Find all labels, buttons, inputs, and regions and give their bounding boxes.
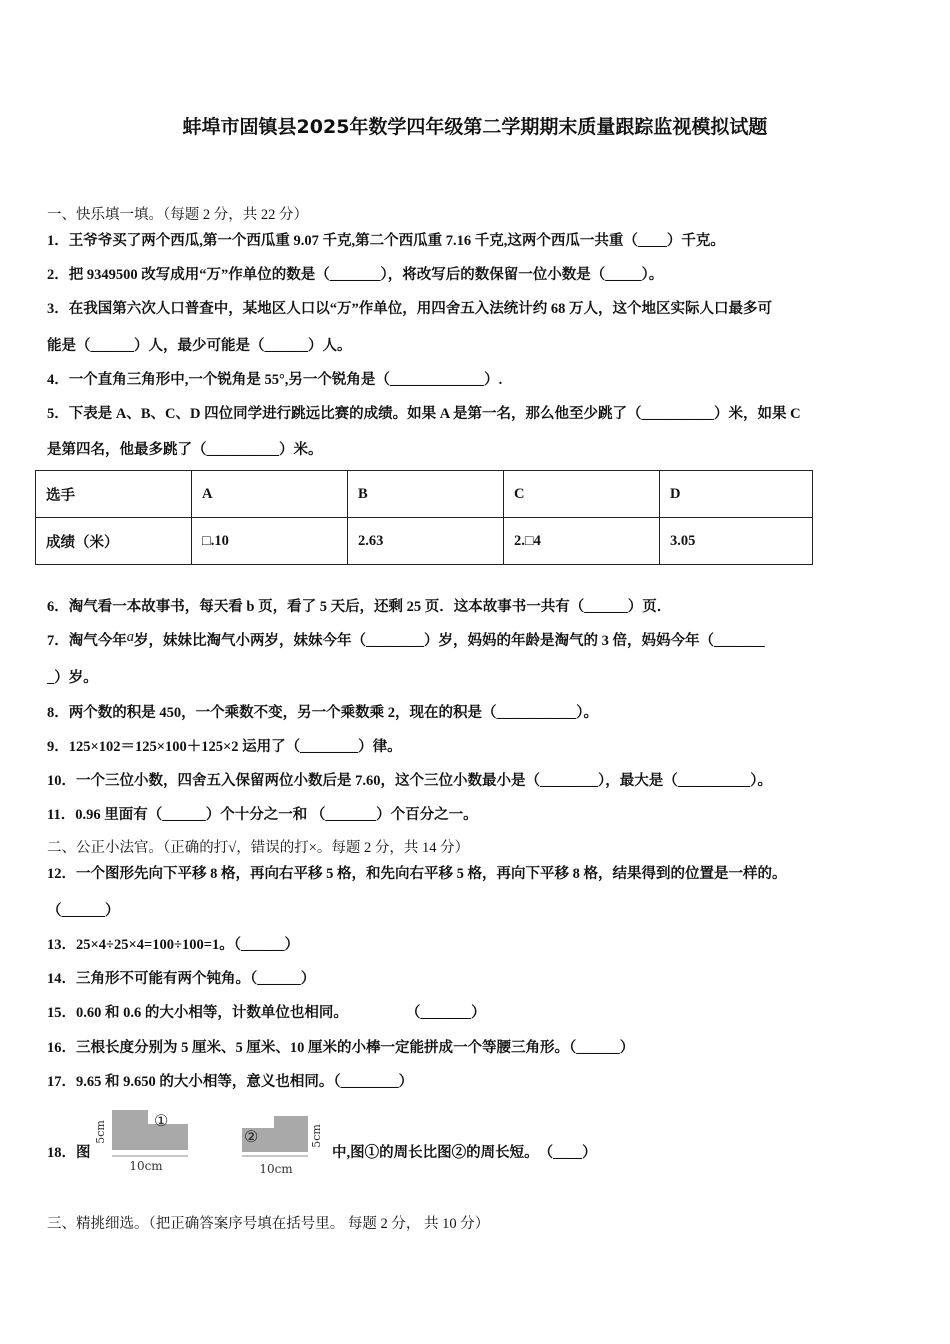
table-header-row bbox=[36, 471, 813, 518]
question-18-suffix: 中,图①的周长比图②的周长短。 （____） bbox=[332, 1145, 597, 1161]
question-10: 10．一个三位小数，四舍五入保留两位小数后是 7.60，这个三位小数最小是（________），最大是（__________）。 bbox=[47, 773, 772, 789]
shape-1-bottom-dimension: 10cm bbox=[129, 1159, 163, 1173]
figure-shape-2 bbox=[228, 1110, 332, 1180]
question-12-line-1: 12．一个图形先向下平移 8 格，再向右平移 5 格，和先向右平移 5 格，再向下平移 8 格，结果得到的位置是一样的。 bbox=[47, 866, 787, 882]
table-cell: □.10 bbox=[192, 518, 348, 565]
question-5-line-1: 5．下表是 A、B、C、D 四位同学进行跳远比赛的成绩。如果 A 是第一名，那么他至少跳了（__________）米，如果 C bbox=[47, 406, 801, 422]
question-1: 1．王爷爷买了两个西瓜,第一个西瓜重 9.07 千克,第二个西瓜重 7.16 千克,这两个西瓜一共重（____）千克。 bbox=[47, 233, 725, 249]
table-header-cell: C bbox=[504, 471, 660, 518]
question-7-line-1 bbox=[47, 629, 765, 650]
shape-2-bottom-dimension: 10cm bbox=[259, 1162, 293, 1176]
question-6: 6．淘气看一本故事书，每天看 b 页，看了 5 天后，还剩 25 页．这本故事书一共有（______）页． bbox=[47, 599, 672, 615]
shape-2-side-dimension: 5cm bbox=[310, 1124, 323, 1148]
question-7-prefix: 7．淘气今年 bbox=[47, 633, 127, 649]
question-15: 15．0.60 和 0.6 的大小相等，计数单位也相同。 （_______） bbox=[47, 1005, 486, 1021]
table-cell: 2.□4 bbox=[504, 518, 660, 565]
question-18-prefix: 18．图 bbox=[47, 1145, 91, 1161]
variable-a: a bbox=[126, 629, 134, 645]
question-2: 2．把 9349500 改写成用“万”作单位的数是（_______），将改写后的数保留一位小数是（_____）。 bbox=[47, 267, 664, 283]
question-14: 14．三角形不可能有两个钝角。（______） bbox=[47, 971, 316, 987]
question-9: 9．125×102＝125×100＋125×2 运用了（________）律。 bbox=[47, 739, 402, 755]
table-cell: 3.05 bbox=[660, 518, 813, 565]
section-1-heading: 一、快乐填一填。（每题 2 分，共 22 分） bbox=[47, 207, 308, 223]
question-4: 4．一个直角三角形中,一个锐角是 55°,另一个锐角是（_____________）. bbox=[47, 372, 503, 388]
table-row bbox=[36, 518, 813, 565]
question-11: 11．0.96 里面有（______）个十分之一和 （_______）个百分之一。 bbox=[47, 807, 478, 823]
question-17: 17．9.65 和 9.650 的大小相等，意义也相同。（________） bbox=[47, 1074, 414, 1090]
page-title: 蚌埠市固镇县2025年数学四年级第二学期期末质量跟踪监视模拟试题 bbox=[182, 116, 768, 138]
question-7-rest: 岁，妹妹比淘气小两岁，妹妹今年（________）岁，妈妈的年龄是淘气的 3 倍，妈妈今年（_______ bbox=[134, 633, 765, 649]
table-header-cell: D bbox=[660, 471, 813, 518]
section-2-heading: 二、公正小法官。（正确的打√，错误的打×。每题 2 分，共 14 分） bbox=[47, 840, 470, 856]
table-header-cell: A bbox=[192, 471, 348, 518]
table-header-cell: B bbox=[348, 471, 504, 518]
table-header-cell: 选手 bbox=[36, 471, 192, 518]
shape-1-label: ① bbox=[154, 1111, 169, 1130]
score-table bbox=[35, 470, 813, 565]
table-cell: 2.63 bbox=[348, 518, 504, 565]
question-7-line-2: _）岁。 bbox=[47, 670, 98, 686]
figure-shape-1 bbox=[96, 1106, 196, 1176]
question-16: 16．三根长度分别为 5 厘米、5 厘米、10 厘米的小棒一定能拼成一个等腰三角形。（______） bbox=[47, 1040, 635, 1056]
question-5-line-2: 是第四名，他最多跳了（__________）米。 bbox=[47, 442, 323, 458]
question-3-line-1: 3．在我国第六次人口普查中，某地区人口以“万”作单位，用四舍五入法统计约 68 万人，这个地区实际人口最多可 bbox=[47, 301, 772, 317]
question-13: 13．25×4÷25×4=100÷100=1。（______） bbox=[47, 937, 299, 953]
shape-1-polygon bbox=[112, 1110, 188, 1150]
section-3-heading: 三、精挑细选。（把正确答案序号填在括号里。 每题 2 分， 共 10 分） bbox=[47, 1216, 490, 1232]
shape-2-label: ② bbox=[244, 1127, 259, 1146]
question-8: 8．两个数的积是 450，一个乘数不变，另一个乘数乘 2，现在的积是（___________）。 bbox=[47, 705, 598, 721]
shape-1-side-dimension: 5cm bbox=[94, 1120, 107, 1144]
table-cell: 成绩（米） bbox=[36, 518, 192, 565]
question-3-line-2: 能是（______）人，最少可能是（______）人。 bbox=[47, 338, 352, 354]
question-12-line-2: （______） bbox=[47, 903, 120, 919]
